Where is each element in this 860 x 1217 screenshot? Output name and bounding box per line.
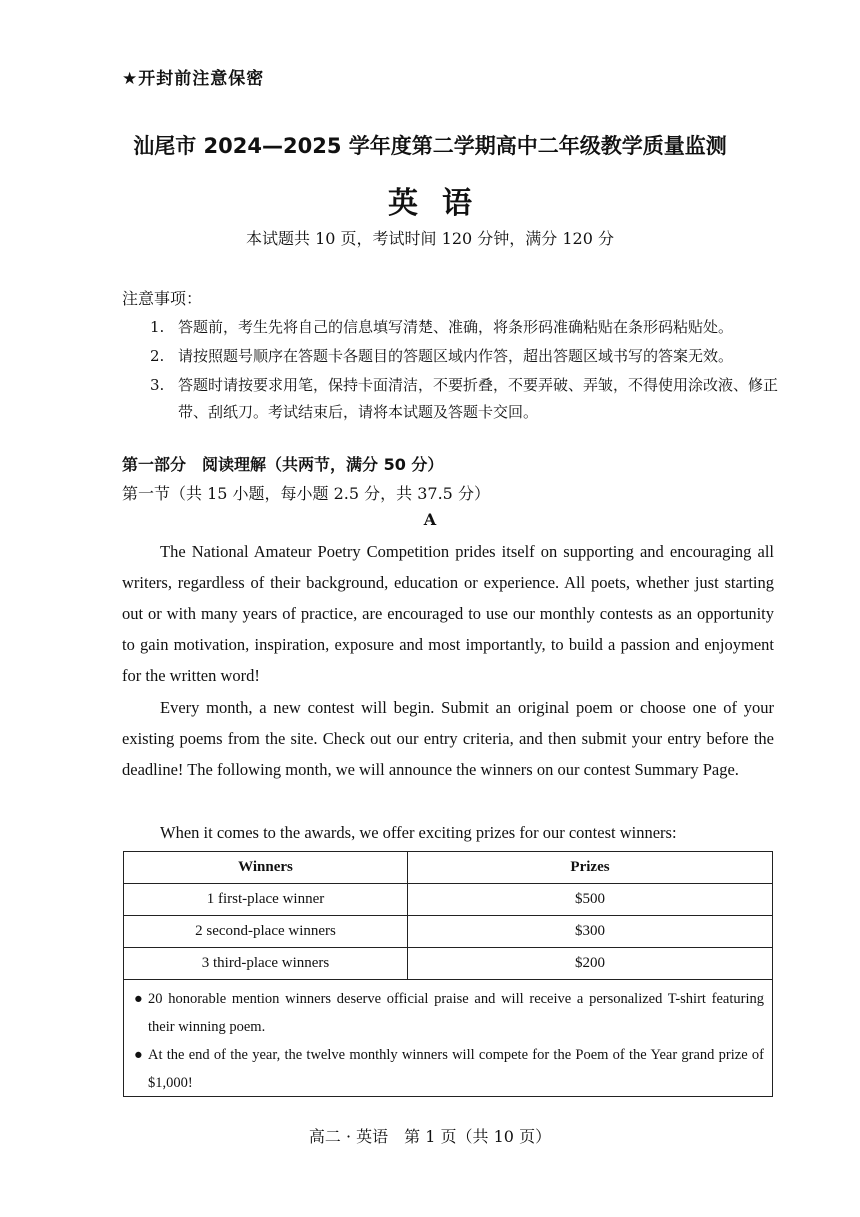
confidential-notice: ★开封前注意保密 xyxy=(122,69,265,89)
notice-item-number: 1. xyxy=(150,318,165,336)
column-header-prizes: Prizes xyxy=(408,852,773,884)
notice-list xyxy=(150,314,790,428)
winner-cell: 2 second-place winners xyxy=(124,916,408,948)
exam-title: 汕尾市 2024—2025 学年度第二学期高中二年级教学质量监测 xyxy=(133,134,727,158)
passage-label: A xyxy=(423,510,437,529)
notice-item-text: 请按照题号顺序在答题卡各题目的答题区域内作答，超出答题区域书写的答案无效。 xyxy=(178,347,734,365)
exam-info: 本试题共 10 页，考试时间 120 分钟，满分 120 分 xyxy=(246,229,614,248)
notice-item xyxy=(150,343,790,370)
column-header-winners: Winners xyxy=(124,852,408,884)
prize-cell: $200 xyxy=(408,948,773,980)
notice-item xyxy=(150,314,790,341)
winner-cell: 1 first-place winner xyxy=(124,884,408,916)
notice-item-number: 2. xyxy=(150,347,165,365)
passage-paragraph-2: Every month, a new contest will begin. Submit an original poem or choose one of your existing poems from the site. Check out our entry criteria, and then submit your entry before the deadline! The following month, we will announce the winners on our contest Summary Page. xyxy=(122,698,774,779)
passage-paragraph-1: The National Amateur Poetry Competition prides itself on supporting and encouraging all writers, regardless of their background, education or experience. All poets, whether just starting out or with many years of practice, are encouraged to use our monthly contests as an opportunity to gain motivation, inspiration, exposure and most importantly, to build a passion and enjoyment for the written word! xyxy=(122,542,774,685)
notice-item-number: 3. xyxy=(150,376,165,394)
notice-item-text: 答题时请按要求用笔，保持卡面清洁，不要折叠，不要弄破、弄皱，不得使用涂改液、修正带、刮纸刀。考试结束后，请将本试题及答题卡交回。 xyxy=(178,376,779,421)
bullet-icon: ● xyxy=(134,1047,143,1063)
table-header-row xyxy=(124,852,773,884)
section-title: 第一节（共 15 小题，每小题 2.5 分，共 37.5 分） xyxy=(122,484,490,503)
passage-paragraph-3: When it comes to the awards, we offer exciting prizes for our contest winners: xyxy=(160,823,677,842)
part-title: 第一部分 阅读理解（共两节，满分 50 分） xyxy=(122,455,444,474)
table-notes xyxy=(123,979,773,1097)
table-note xyxy=(134,1041,764,1097)
table-note-text: 20 honorable mention winners deserve official praise and will receive a personalized T-shirt featuring their winning poem. xyxy=(148,991,764,1035)
table-row xyxy=(124,916,773,948)
subject-title: 英语 xyxy=(388,186,496,221)
table-row xyxy=(124,884,773,916)
prize-cell: $500 xyxy=(408,884,773,916)
table-row xyxy=(124,948,773,980)
notice-item-text: 答题前，考生先将自己的信息填写清楚、准确，将条形码准确粘贴在条形码粘贴处。 xyxy=(178,318,734,336)
winner-cell: 3 third-place winners xyxy=(124,948,408,980)
prize-cell: $300 xyxy=(408,916,773,948)
bullet-icon: ● xyxy=(134,991,143,1007)
prizes-table xyxy=(123,851,773,980)
page-footer: 高二 · 英语 第 1 页（共 10 页） xyxy=(308,1127,552,1146)
notice-title: 注意事项： xyxy=(122,289,203,308)
notice-item xyxy=(150,372,790,426)
table-note xyxy=(134,985,764,1041)
table-note-text: At the end of the year, the twelve monthly winners will compete for the Poem of the Year grand prize of $1,000! xyxy=(148,1047,764,1091)
